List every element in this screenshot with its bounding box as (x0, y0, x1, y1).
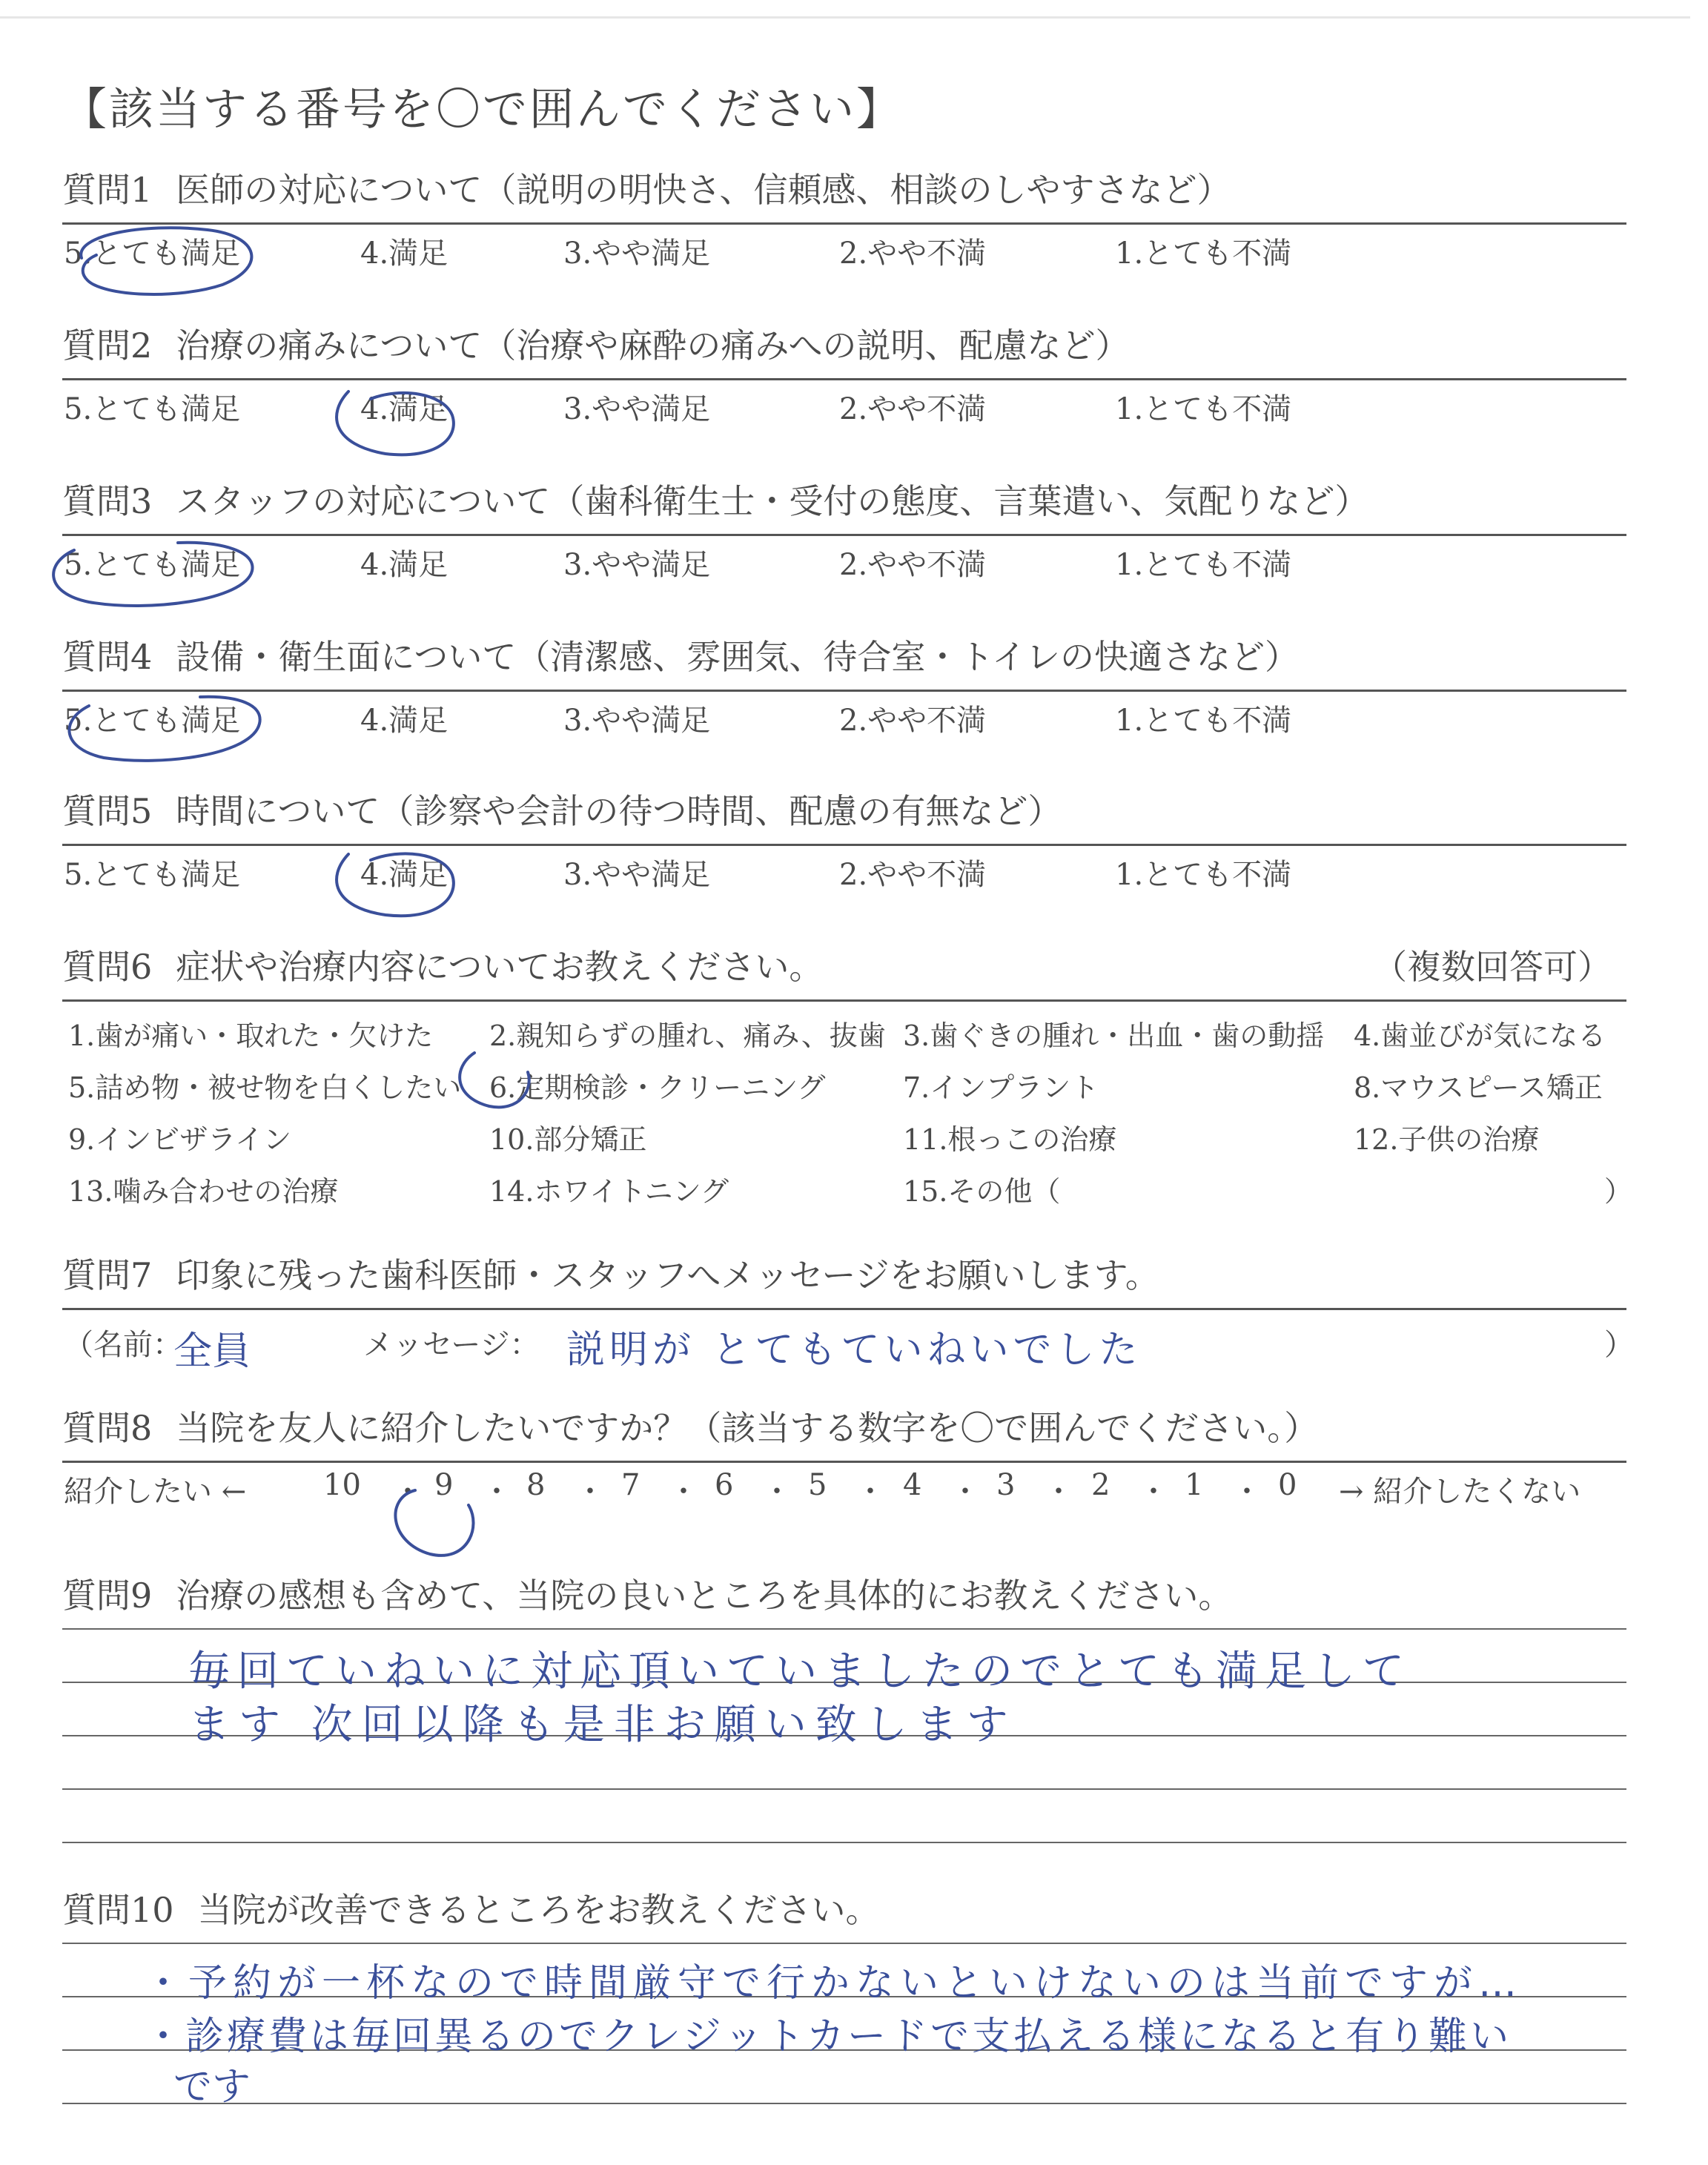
rating-option-5[interactable]: 5.とても満足 (64, 704, 241, 738)
symptom-option-9[interactable]: 9.インビザライン (68, 1123, 292, 1156)
scale-3[interactable]: 3 (996, 1468, 1016, 1502)
question-3 (62, 476, 1626, 586)
rating-row (62, 690, 1626, 741)
symptom-option-5[interactable]: 5.詰め物・被せ物を白くしたい (68, 1071, 462, 1104)
answer-lines (62, 1943, 1626, 2165)
rating-row (62, 844, 1626, 896)
question-number: 質問6 (62, 947, 153, 987)
question-5 (62, 786, 1626, 896)
symptom-option-8[interactable]: 8.マウスピース矯正 (1354, 1071, 1603, 1104)
rating-option-1[interactable]: 1.とても不満 (1115, 237, 1292, 271)
scale-5[interactable]: 5 (808, 1468, 827, 1502)
question-4 (62, 632, 1626, 741)
question-6 (62, 942, 1633, 1214)
question-text: 時間について（診察や会計の待つ時間、配慮の有無など） (176, 791, 1062, 831)
scale-1[interactable]: 1 (1185, 1468, 1204, 1502)
scale-7[interactable]: 7 (621, 1468, 640, 1502)
question-text: 当院を友人に紹介したいですか？（該当する数字を〇で囲んでください。） (176, 1408, 1319, 1448)
symptom-option-7[interactable]: 7.インプラント (903, 1071, 1099, 1104)
symptom-option-11[interactable]: 11.根っこの治療 (903, 1123, 1117, 1156)
scale-0[interactable]: 0 (1278, 1468, 1297, 1502)
rating-option-2[interactable]: 2.やや不満 (839, 392, 987, 426)
symptom-options (62, 999, 1633, 1214)
rating-option-1[interactable]: 1.とても不満 (1115, 548, 1292, 582)
rating-row (62, 222, 1626, 274)
rating-option-1[interactable]: 1.とても不満 (1115, 858, 1292, 892)
question-7 (62, 1250, 1634, 1375)
question-8 (62, 1403, 1626, 1520)
question-text: 当院が改善できるところをお教えください。 (197, 1890, 880, 1930)
scale-2[interactable]: 2 (1091, 1468, 1110, 1502)
message-label: メッセージ： (363, 1328, 540, 1362)
question-number: 質問9 (62, 1576, 153, 1616)
symptom-option-2[interactable]: 2.親知らずの腫れ、痛み、抜歯 (489, 1019, 886, 1052)
rating-option-4[interactable]: 4.満足 (360, 858, 448, 892)
answer-line-1[interactable]: ・予約が一杯なので時間厳守で行かないといけないのは当前ですが… (144, 1961, 1523, 2006)
question-number: 質問7 (62, 1255, 153, 1295)
answer-line-2[interactable]: ・診療費は毎回異るのでクレジットカードで支払える様になると有り難い (144, 2014, 1512, 2059)
rating-option-2[interactable]: 2.やや不満 (839, 704, 987, 738)
name-value[interactable]: 全員 (173, 1329, 251, 1374)
rating-option-2[interactable]: 2.やや不満 (839, 858, 987, 892)
question-9 (62, 1570, 1626, 1925)
rating-option-4[interactable]: 4.満足 (360, 704, 448, 738)
rating-option-1[interactable]: 1.とても不満 (1115, 704, 1292, 738)
question-number: 質問1 (62, 170, 153, 210)
symptom-option-15[interactable]: 15.その他（ (903, 1175, 1061, 1208)
message-value[interactable]: 説明が とてもていねいでした (566, 1328, 1142, 1372)
symptom-option-3[interactable]: 3.歯ぐきの腫れ・出血・歯の動揺 (903, 1019, 1325, 1052)
answer-lines (62, 1628, 1626, 1925)
question-2 (62, 320, 1626, 430)
scale-8[interactable]: 8 (526, 1468, 546, 1502)
rating-option-2[interactable]: 2.やや不満 (839, 237, 987, 271)
scan-edge (0, 16, 1690, 19)
symptom-option-14[interactable]: 14.ホワイトニング (489, 1175, 729, 1208)
question-text: 治療の感想も含めて、当院の良いところを具体的にお教えください。 (176, 1576, 1233, 1616)
rating-option-3[interactable]: 3.やや満足 (563, 704, 711, 738)
symptom-option-4[interactable]: 4.歯並びが気になる (1354, 1019, 1606, 1052)
recommend-scale: 紹介したい ← 10 ・ 9 ・ 8 ・ 7 ・ 6 ・ 5 ・ 4 ・ 3 ・ 2 ・ 1 ・ 0 → 紹介したくない (64, 1468, 1581, 1509)
question-1 (62, 165, 1626, 274)
name-label: （名前： (64, 1328, 182, 1362)
symptom-option-10[interactable]: 10.部分矯正 (489, 1123, 647, 1156)
question-10 (62, 1885, 1626, 2165)
scale-10[interactable]: 10 (323, 1468, 361, 1502)
scale-left-label: 紹介したい ← (64, 1475, 247, 1509)
question-text: スタッフの対応について（歯科衛生士・受付の態度、言葉遣い、気配りなど） (176, 481, 1369, 521)
multiple-answers-note: （複数回答可） (1373, 947, 1612, 987)
rating-option-4[interactable]: 4.満足 (360, 392, 448, 426)
question-text: 症状や治療内容についてお教えください。 (176, 947, 824, 987)
question-number: 質問10 (62, 1890, 174, 1930)
rating-option-3[interactable]: 3.やや満足 (563, 858, 711, 892)
question-number: 質問5 (62, 791, 153, 831)
message-close-paren: ） (1604, 1328, 1634, 1362)
rating-option-5[interactable]: 5.とても満足 (64, 858, 241, 892)
rating-row (62, 378, 1626, 430)
question-text: 医師の対応について（説明の明快さ、信頼感、相談のしやすさなど） (176, 170, 1231, 210)
question-number: 質問8 (62, 1408, 153, 1448)
symptom-option-1[interactable]: 1.歯が痛い・取れた・欠けた (68, 1019, 434, 1052)
question-text: 印象に残った歯科医師・スタッフへメッセージをお願いします。 (176, 1255, 1159, 1295)
answer-line-1[interactable]: 毎回ていねいに対応頂いていましたのでとても満足して (188, 1647, 1411, 1696)
scale-right-label: → 紹介したくない (1339, 1475, 1581, 1509)
page-title: 【該当する番号を〇で囲んでください】 (62, 84, 903, 136)
question-text: 治療の痛みについて（治療や麻酔の痛みへの説明、配慮など） (176, 325, 1130, 366)
question-number: 質問4 (62, 637, 153, 677)
rating-option-3[interactable]: 3.やや満足 (563, 237, 711, 271)
question-text: 設備・衛生面について（清潔感、雰囲気、待合室・トイレの快適さなど） (176, 637, 1300, 677)
rating-option-4[interactable]: 4.満足 (360, 548, 448, 582)
question-number: 質問3 (62, 481, 153, 521)
answer-line-2[interactable]: ます 次回以降も是非お願い致します (188, 1701, 1017, 1749)
rating-option-2[interactable]: 2.やや不満 (839, 548, 987, 582)
scale-9[interactable]: 9 (434, 1468, 454, 1502)
rating-row (62, 534, 1626, 586)
question-number: 質問2 (62, 325, 153, 366)
scale-6[interactable]: 6 (715, 1468, 734, 1502)
symptom-option-12[interactable]: 12.子供の治療 (1354, 1123, 1540, 1156)
rating-option-5[interactable]: 5.とても満足 (64, 548, 241, 582)
symptom-option-6[interactable]: 6.定期検診・クリーニング (489, 1071, 826, 1104)
rating-option-4[interactable]: 4.満足 (360, 237, 448, 271)
rating-option-1[interactable]: 1.とても不満 (1115, 392, 1292, 426)
other-close-paren: ） (1604, 1175, 1633, 1208)
answer-line-3[interactable]: です (173, 2065, 251, 2109)
symptom-option-13[interactable]: 13.噛み合わせの治療 (68, 1175, 339, 1208)
scale-4[interactable]: 4 (903, 1468, 922, 1502)
rating-option-5[interactable]: 5.とても満足 (64, 237, 241, 271)
rating-option-3[interactable]: 3.やや満足 (563, 548, 711, 582)
rating-option-3[interactable]: 3.やや満足 (563, 392, 711, 426)
rating-option-5[interactable]: 5.とても満足 (64, 392, 241, 426)
message-row (62, 1308, 1634, 1375)
